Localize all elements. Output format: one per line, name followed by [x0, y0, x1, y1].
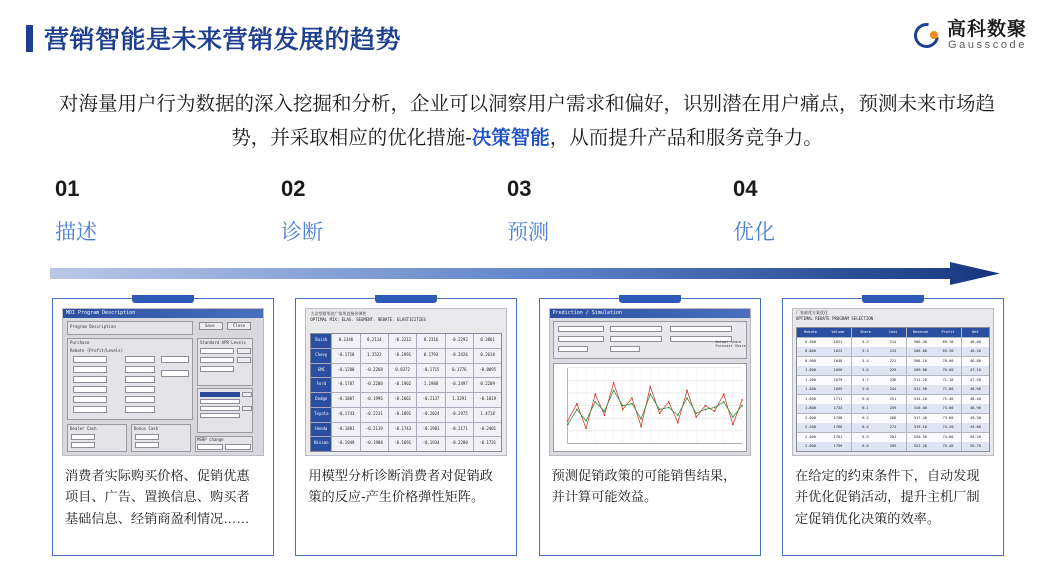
- mock-subtitle: OPTIMAL REBATE PROGRAM SELECTION: [795, 316, 874, 321]
- table-cell: 2.400: [797, 433, 824, 442]
- table-cell: -0.1934: [417, 437, 444, 451]
- table-cell: 0.8372: [389, 364, 416, 378]
- table-cell: 1622: [824, 347, 851, 356]
- table-cell: -0.2401: [474, 423, 501, 437]
- step-number: 01: [55, 176, 80, 201]
- table-cell: 506.40: [907, 338, 934, 347]
- table-cell: 69.10: [934, 338, 961, 347]
- table-column-header: Cost: [879, 328, 906, 337]
- title-accent-bar: [26, 25, 33, 52]
- table-cell: -0.1981: [417, 423, 444, 437]
- logo-name-en: Gausscode: [947, 38, 1027, 51]
- table-cell: 5.3: [852, 347, 879, 356]
- table-cell: 1.200: [797, 376, 824, 385]
- table-cell: 70.60: [934, 366, 961, 375]
- table-cell: 48.40: [962, 395, 989, 404]
- table-row-header: Dodge: [311, 393, 331, 407]
- table-cell: 1679: [824, 376, 851, 385]
- table-cell: 49.30: [962, 414, 989, 423]
- table-row-header: Toyota: [311, 408, 331, 422]
- step-label: 诊断: [281, 221, 323, 244]
- table-cell: 1711: [824, 395, 851, 404]
- table-cell: -0.1715: [417, 364, 444, 378]
- table-cell: 5.2: [852, 338, 879, 347]
- table-cell: 6.5: [852, 433, 879, 442]
- table-cell: 508.10: [907, 357, 934, 366]
- table-cell: 6.6: [852, 442, 879, 451]
- mock-label: Save: [205, 323, 215, 328]
- table-cell: 6.0: [852, 395, 879, 404]
- table-cell: 5.7: [852, 376, 879, 385]
- table-cell: 516.00: [907, 404, 934, 413]
- step-label: 描述: [55, 221, 97, 244]
- table-cell: -0.1661: [389, 393, 416, 407]
- forecast-chart-screenshot: [549, 308, 751, 456]
- card-diagnose[interactable]: [295, 298, 517, 556]
- mock-label: Rebate (Profit/Levels): [70, 348, 123, 353]
- paragraph-part1: 对海量用户行为数据的深入挖掘和分析，企业可以洞察用户需求和偏好，识别潜在用户痛点，预测未来市场趋势，并采取相应的优化措施-: [58, 93, 995, 149]
- step-number-row: [55, 176, 1005, 246]
- table-cell: -0.2119: [361, 423, 388, 437]
- table-cell: -0.1731: [474, 437, 501, 451]
- table-cell: 73.60: [934, 414, 961, 423]
- table-cell: -0.1718: [332, 349, 359, 363]
- mock-label: MSRP change: [197, 437, 224, 442]
- table-cell: 281: [879, 433, 906, 442]
- table-cell: -0.1996: [361, 393, 388, 407]
- table-cell: 75.40: [934, 442, 961, 451]
- table-cell: 48.00: [962, 385, 989, 394]
- step-item-1: [55, 176, 281, 246]
- table-cell: -0.0895: [474, 364, 501, 378]
- table-cell: 289: [879, 442, 906, 451]
- table-cell: 1.3291: [446, 393, 473, 407]
- table-cell: -0.1280: [332, 364, 359, 378]
- table-cell: 509.80: [907, 366, 934, 375]
- table-cell: 1799: [824, 442, 851, 451]
- table-cell: 5.4: [852, 357, 879, 366]
- intro-paragraph: [54, 88, 1000, 155]
- step-number: 03: [507, 176, 532, 201]
- table-cell: -0.1743: [389, 423, 416, 437]
- table-cell: 0.500: [797, 338, 824, 347]
- table-column-header: Revenue: [907, 328, 934, 337]
- table-cell: 1.1988: [417, 378, 444, 392]
- table-cell: 46.20: [962, 347, 989, 356]
- table-cell: -0.1819: [474, 393, 501, 407]
- paragraph-part2: ，从而提升产品和服务竞争力。: [549, 126, 823, 149]
- table-cell: 0.2114: [361, 334, 388, 348]
- table-cell: -0.1807: [332, 393, 359, 407]
- table-cell: 1.000: [797, 366, 824, 375]
- table-cell: -0.2137: [417, 393, 444, 407]
- table-cell: -0.1787: [332, 378, 359, 392]
- step-item-2: [281, 176, 507, 246]
- table-column-header: Share: [852, 328, 879, 337]
- table-cell: 47.10: [962, 366, 989, 375]
- table-cell: 6.4: [852, 423, 879, 432]
- table-row-header: Chevy: [311, 349, 331, 363]
- table-cell: -0.2231: [361, 408, 388, 422]
- step-item-3: [507, 176, 733, 246]
- table-column-header: Volume: [824, 328, 851, 337]
- table-cell: 0.2316: [417, 334, 444, 348]
- table-row-header: GMC: [311, 364, 331, 378]
- table-cell: 215: [879, 347, 906, 356]
- table-cell: 221: [879, 357, 906, 366]
- mock-title: 厂家最优方案优化: [795, 310, 828, 315]
- program-description-window-screenshot: [62, 308, 264, 456]
- window-titlebar: Prediction / Simulation: [550, 309, 750, 318]
- table-row-header: Honda: [311, 423, 331, 437]
- table-cell: 259: [879, 404, 906, 413]
- table-cell: 1748: [824, 414, 851, 423]
- table-cell: -0.2975: [446, 408, 473, 422]
- table-column-header: Profit: [934, 328, 961, 337]
- card-tab: [619, 295, 681, 303]
- table-row-header: Nissan: [311, 437, 331, 451]
- table-cell: 5.8: [852, 385, 879, 394]
- table-row-header: Ford: [311, 378, 331, 392]
- mock-label: Purchase: [70, 340, 90, 345]
- table-cell: 0.3861: [474, 334, 501, 348]
- mock-label: Program Description: [70, 324, 116, 329]
- table-cell: -0.1881: [332, 423, 359, 437]
- mock-label: Close: [233, 323, 246, 328]
- table-cell: 251: [879, 395, 906, 404]
- table-cell: 1733: [824, 404, 851, 413]
- table-cell: 71.80: [934, 385, 961, 394]
- table-cell: -0.2171: [446, 423, 473, 437]
- table-column-header: Rebate: [797, 328, 824, 337]
- mock-label: Dealer Cash: [70, 426, 97, 431]
- table-cell: 1695: [824, 385, 851, 394]
- table-cell: 74.80: [934, 433, 961, 442]
- step-number: 04: [733, 176, 758, 201]
- table-cell: 0.2209: [474, 378, 501, 392]
- table-cell: 244: [879, 385, 906, 394]
- table-cell: 506.80: [907, 347, 934, 356]
- table-cell: 229: [879, 366, 906, 375]
- table-cell: 1.600: [797, 395, 824, 404]
- card-row: [52, 298, 1004, 556]
- card-caption: 预测促销政策的可能销售结果，并计算可能效益。: [551, 468, 737, 505]
- table-cell: -0.1743: [332, 408, 359, 422]
- table-cell: 48.90: [962, 404, 989, 413]
- optimal-rebate-screenshot: [792, 308, 994, 456]
- table-cell: 0.800: [797, 347, 824, 356]
- card-caption: 在给定的约束条件下，自动发现并优化促销活动，提升主机厂制定促销优化决策的效率。: [794, 468, 980, 526]
- table-cell: 517.40: [907, 414, 934, 423]
- table-cell: 2.600: [797, 442, 824, 451]
- legend-item: Actual Share: [715, 340, 742, 344]
- table-cell: 73.00: [934, 404, 961, 413]
- brand-logo: [914, 20, 1027, 51]
- table-cell: -0.2497: [446, 378, 473, 392]
- table-cell: 0.900: [797, 357, 824, 366]
- table-cell: 1.400: [797, 385, 824, 394]
- table-cell: -0.2426: [446, 349, 473, 363]
- gauss-ring-icon: [914, 23, 939, 48]
- table-cell: 46.00: [962, 338, 989, 347]
- table-cell: 1621: [824, 338, 851, 347]
- rebate-table: [796, 327, 990, 452]
- table-cell: 519.10: [907, 423, 934, 432]
- table-cell: 0.1776: [446, 364, 473, 378]
- table-cell: 49.80: [962, 423, 989, 432]
- table-cell: 70.00: [934, 357, 961, 366]
- table-cell: 512.90: [907, 385, 934, 394]
- paragraph-highlight: 决策智能: [471, 126, 550, 149]
- step-item-4: [733, 176, 959, 246]
- table-cell: 1656: [824, 366, 851, 375]
- card-caption: 用模型分析诊断消费者对促销政策的反应-产生价格弹性矩阵。: [308, 468, 493, 505]
- card-describe[interactable]: [52, 298, 274, 556]
- table-cell: -0.2268: [361, 364, 388, 378]
- title-text: 营销智能是未来营销发展的趋势: [44, 26, 402, 54]
- table-cell: 1781: [824, 433, 851, 442]
- table-cell: 6.2: [852, 414, 879, 423]
- step-number: 02: [281, 176, 306, 201]
- table-cell: -0.2212: [389, 334, 416, 348]
- table-cell: -0.2024: [417, 408, 444, 422]
- table-cell: 514.20: [907, 395, 934, 404]
- table-cell: 236: [879, 376, 906, 385]
- table-row-header: Buick: [311, 334, 331, 348]
- table-cell: 0.1346: [332, 334, 359, 348]
- table-cell: -0.1991: [389, 349, 416, 363]
- card-tab: [132, 295, 194, 303]
- table-column-header: Net: [962, 328, 989, 337]
- table-cell: 522.20: [907, 442, 934, 451]
- logo-name-cn: 高科数聚: [946, 19, 1027, 40]
- elasticity-grid: [310, 333, 502, 452]
- table-cell: 214: [879, 338, 906, 347]
- table-cell: 1640: [824, 357, 851, 366]
- table-cell: 1.3522: [361, 349, 388, 363]
- right-arrow-gradient-icon: [50, 262, 1000, 288]
- table-cell: 1.800: [797, 404, 824, 413]
- card-caption: 消费者实际购买价格、促销优惠项目、广告、置换信息、购买者基础信息、经销商盈利情况……: [65, 468, 250, 526]
- window-titlebar: MDI Program Description: [63, 309, 263, 318]
- table-cell: 50.20: [962, 433, 989, 442]
- table-cell: 2.200: [797, 423, 824, 432]
- table-cell: 520.50: [907, 433, 934, 442]
- mock-label: Standard APR Levels: [200, 340, 246, 345]
- table-cell: 511.20: [907, 376, 934, 385]
- table-cell: 0.2618: [474, 349, 501, 363]
- card-tab: [862, 295, 924, 303]
- table-cell: -0.1949: [332, 437, 359, 451]
- table-cell: -0.2292: [446, 334, 473, 348]
- elasticity-matrix-screenshot: [305, 308, 507, 456]
- table-cell: -0.1988: [361, 437, 388, 451]
- card-optimize[interactable]: [782, 298, 1004, 556]
- table-cell: -0.2280: [446, 437, 473, 451]
- table-cell: 69.30: [934, 347, 961, 356]
- table-cell: 72.40: [934, 395, 961, 404]
- table-cell: 74.20: [934, 423, 961, 432]
- table-cell: -0.1891: [389, 408, 416, 422]
- step-label: 预测: [507, 221, 549, 244]
- mock-subtitle: OPTIMAL MIX: ELAS. SEGMENT. REBATE. ELASTICITIES: [310, 317, 426, 322]
- legend-item: Forecast Share: [715, 344, 746, 348]
- table-cell: -0.2200: [361, 378, 388, 392]
- table-cell: -0.1902: [389, 378, 416, 392]
- table-cell: 2.000: [797, 414, 824, 423]
- mock-label: Bonus Cash: [134, 426, 159, 431]
- table-cell: 46.80: [962, 357, 989, 366]
- card-tab: [375, 295, 437, 303]
- card-predict[interactable]: [539, 298, 761, 556]
- table-cell: 266: [879, 414, 906, 423]
- table-cell: 0.1793: [417, 349, 444, 363]
- table-cell: 274: [879, 423, 906, 432]
- page-title: [26, 20, 401, 56]
- mock-title: 大众型精华款广家用直接价弹性: [310, 311, 367, 316]
- step-label: 优化: [733, 221, 775, 244]
- table-cell: 50.70: [962, 442, 989, 451]
- table-cell: 47.50: [962, 376, 989, 385]
- table-cell: -0.1691: [389, 437, 416, 451]
- table-cell: 1766: [824, 423, 851, 432]
- table-cell: 5.6: [852, 366, 879, 375]
- table-cell: 1.4718: [474, 408, 501, 422]
- table-cell: 6.1: [852, 404, 879, 413]
- table-cell: 71.10: [934, 376, 961, 385]
